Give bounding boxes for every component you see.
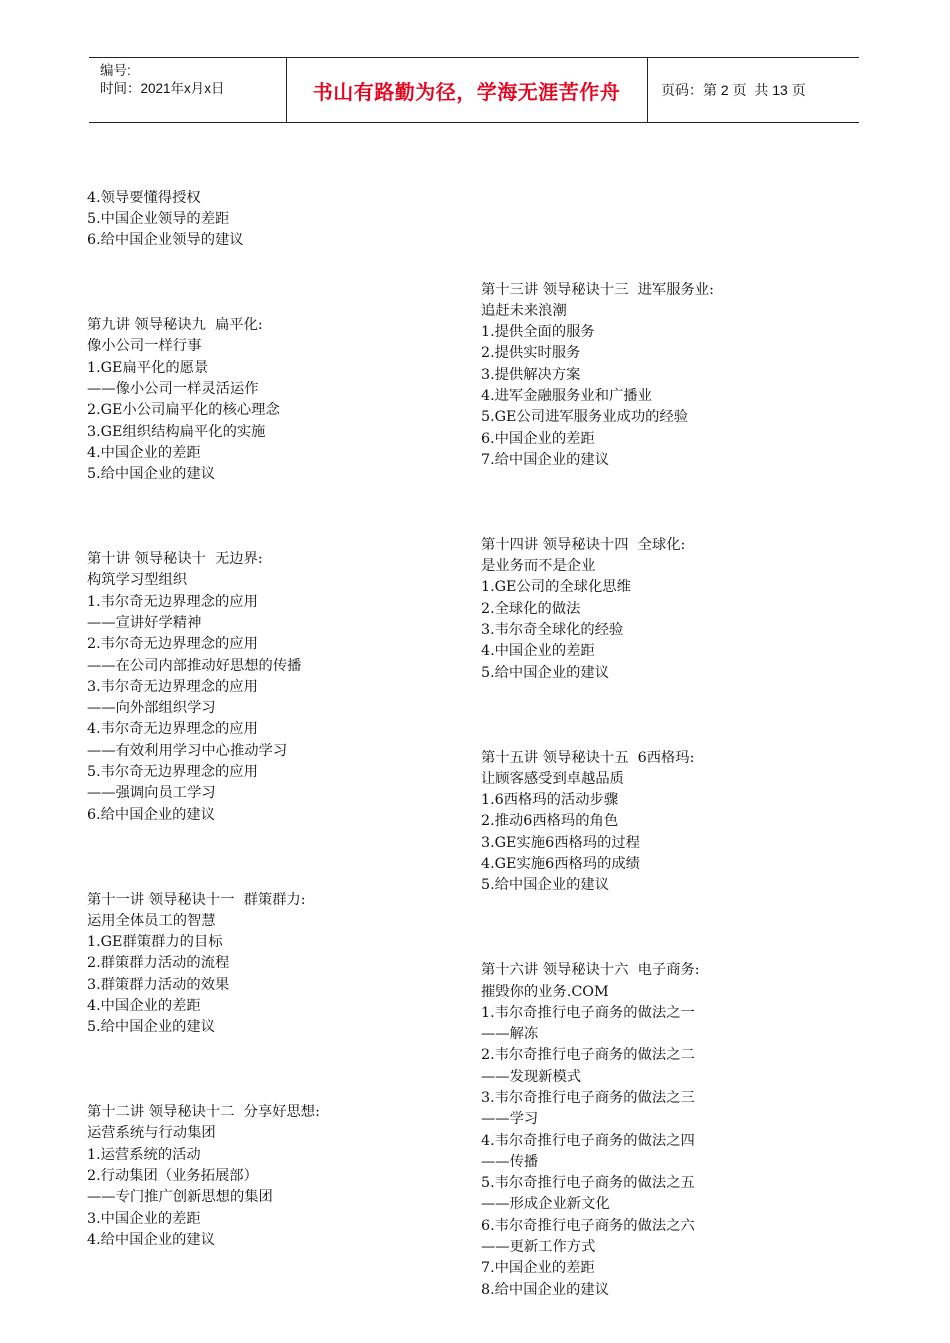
outline-line: 2.韦尔奇无边界理念的应用 bbox=[87, 636, 258, 653]
outline-line: 1.GE公司的全球化思维 bbox=[481, 579, 631, 596]
outline-line: 1.韦尔奇推行电子商务的做法之一 bbox=[481, 1004, 695, 1021]
outline-line: ——像小公司一样灵活运作 bbox=[87, 380, 259, 397]
section-heading-line: 第九讲 领导秘诀九 扁平化: bbox=[87, 317, 263, 334]
outline-line: 4.中国企业的差距 bbox=[87, 444, 201, 461]
outline-line: 2.提供实时服务 bbox=[481, 345, 581, 362]
outline-line: 运营系统与行动集团 bbox=[87, 1125, 216, 1142]
outline-line: 3.韦尔奇推行电子商务的做法之三 bbox=[481, 1089, 695, 1106]
section-lecture-11 bbox=[87, 890, 320, 1039]
outline-line: 5.韦尔奇推行电子商务的做法之五 bbox=[481, 1175, 695, 1192]
outline-line: 3.中国企业的差距 bbox=[87, 1210, 201, 1227]
document-number-label: 编号: bbox=[100, 63, 131, 78]
outline-line: 5.中国企业领导的差距 bbox=[87, 210, 230, 227]
outline-line: 3.GE实施6西格玛的过程 bbox=[481, 834, 640, 851]
section-lecture-16 bbox=[481, 960, 714, 1301]
outline-line: 3.提供解决方案 bbox=[481, 366, 581, 383]
document-time-label: 时间：2021年x月x日 bbox=[100, 81, 225, 96]
outline-line: 2.韦尔奇推行电子商务的做法之二 bbox=[481, 1047, 695, 1064]
outline-line: 1.运营系统的活动 bbox=[87, 1146, 201, 1163]
outline-line: 1.韦尔奇无边界理念的应用 bbox=[87, 593, 258, 610]
outline-line: 2.群策群力活动的流程 bbox=[87, 955, 230, 972]
outline-line: 3.韦尔奇全球化的经验 bbox=[481, 622, 624, 639]
page-number-label: 页码：第 2 页 共 13 页 bbox=[661, 82, 806, 98]
outline-line: ——在公司内部推动好思想的传播 bbox=[87, 657, 302, 674]
outline-line: 1.提供全面的服务 bbox=[481, 324, 595, 341]
outline-line: 4.进军金融服务业和广播业 bbox=[481, 388, 652, 405]
outline-line: 5.给中国企业的建议 bbox=[481, 664, 610, 681]
section-heading-line: 第十一讲 领导秘诀十一 群策群力: bbox=[87, 891, 306, 908]
section-heading-line: 第十二讲 领导秘诀十二 分享好思想: bbox=[87, 1104, 320, 1121]
section-heading-line: 第十五讲 领导秘诀十五 6西格玛: bbox=[481, 749, 695, 766]
outline-line: 让顾客感受到卓越品质 bbox=[481, 770, 624, 787]
outline-line: 4.给中国企业的建议 bbox=[87, 1231, 216, 1248]
outline-line: 7.中国企业的差距 bbox=[481, 1260, 595, 1277]
header-meta bbox=[100, 62, 225, 98]
section-lecture-12 bbox=[87, 1102, 320, 1251]
outline-line: 4.韦尔奇无边界理念的应用 bbox=[87, 721, 258, 738]
outline-line: 运用全体员工的智慧 bbox=[87, 912, 216, 929]
outline-line: 4.GE实施6西格玛的成绩 bbox=[481, 856, 640, 873]
outline-line: 6.中国企业的差距 bbox=[481, 430, 595, 447]
outline-line: 5.韦尔奇无边界理念的应用 bbox=[87, 764, 258, 781]
outline-line: 3.GE组织结构扁平化的实施 bbox=[87, 423, 266, 440]
outline-line: ——有效利用学习中心推动学习 bbox=[87, 742, 288, 759]
outline-line: 2.GE小公司扁平化的核心理念 bbox=[87, 402, 280, 419]
section-heading-line: 第十四讲 领导秘诀十四 全球化: bbox=[481, 536, 686, 553]
outline-line: 构筑学习型组织 bbox=[87, 572, 188, 589]
outline-line: 1.GE群策群力的目标 bbox=[87, 934, 223, 951]
outline-line: ——强调向员工学习 bbox=[87, 785, 216, 802]
outline-line: 4.韦尔奇推行电子商务的做法之四 bbox=[481, 1132, 695, 1149]
right-column bbox=[481, 237, 714, 1343]
outline-line: 2.推动6西格玛的角色 bbox=[481, 813, 619, 830]
outline-line: 3.群策群力活动的效果 bbox=[87, 976, 230, 993]
outline-line: ——解冻 bbox=[481, 1026, 539, 1043]
outline-line: 是业务而不是企业 bbox=[481, 558, 596, 575]
section-heading-line: 第十三讲 领导秘诀十三 进军服务业: bbox=[481, 281, 714, 298]
section-heading-line: 第十六讲 领导秘诀十六 电子商务: bbox=[481, 962, 700, 979]
section-lecture-9 bbox=[87, 315, 320, 485]
outline-line: 7.给中国企业的建议 bbox=[481, 451, 610, 468]
section-lecture-15 bbox=[481, 748, 714, 897]
outline-line: 1.GE扁平化的愿景 bbox=[87, 359, 209, 376]
outline-line: ——宣讲好学精神 bbox=[87, 614, 202, 631]
outline-line: 4.中国企业的差距 bbox=[87, 997, 201, 1014]
left-column bbox=[87, 145, 320, 1294]
section-lecture-13 bbox=[481, 280, 714, 472]
outline-line: ——传播 bbox=[481, 1153, 539, 1170]
page-header bbox=[89, 57, 859, 123]
outline-line: 5.给中国企业的建议 bbox=[481, 877, 610, 894]
outline-line: 5.GE公司进军服务业成功的经验 bbox=[481, 409, 689, 426]
section-intro bbox=[87, 188, 320, 252]
section-lecture-10 bbox=[87, 549, 320, 826]
outline-line: ——发现新模式 bbox=[481, 1068, 582, 1085]
outline-line: 6.韦尔奇推行电子商务的做法之六 bbox=[481, 1217, 695, 1234]
outline-line: ——向外部组织学习 bbox=[87, 700, 216, 717]
header-divider bbox=[647, 58, 648, 122]
outline-line: 6.给中国企业的建议 bbox=[87, 806, 216, 823]
outline-line: 2.行动集团（业务拓展部） bbox=[87, 1168, 258, 1185]
outline-line: 3.韦尔奇无边界理念的应用 bbox=[87, 678, 258, 695]
outline-line: ——形成企业新文化 bbox=[481, 1196, 610, 1213]
section-lecture-14 bbox=[481, 535, 714, 684]
outline-line: 像小公司一样行事 bbox=[87, 338, 202, 355]
outline-line: 追赶未来浪潮 bbox=[481, 302, 567, 319]
outline-line: ——专门推广创新思想的集团 bbox=[87, 1189, 273, 1206]
outline-line: 8.给中国企业的建议 bbox=[481, 1281, 610, 1298]
outline-line: 6.给中国企业领导的建议 bbox=[87, 232, 244, 249]
outline-line: 1.6西格玛的活动步骤 bbox=[481, 792, 619, 809]
outline-line: 4.中国企业的差距 bbox=[481, 643, 595, 660]
section-heading-line: 第十讲 领导秘诀十 无边界: bbox=[87, 551, 263, 568]
outline-line: 5.给中国企业的建议 bbox=[87, 466, 216, 483]
outline-line: 5.给中国企业的建议 bbox=[87, 1019, 216, 1036]
outline-line: 摧毁你的业务.COM bbox=[481, 983, 609, 1000]
outline-line: 2.全球化的做法 bbox=[481, 600, 581, 617]
outline-line: ——学习 bbox=[481, 1111, 539, 1128]
outline-line: ——更新工作方式 bbox=[481, 1239, 596, 1256]
section-heading-line: 4.领导要懂得授权 bbox=[87, 189, 201, 206]
header-motto: 书山有路勤为径，学海无涯苦作舟 bbox=[312, 79, 621, 104]
